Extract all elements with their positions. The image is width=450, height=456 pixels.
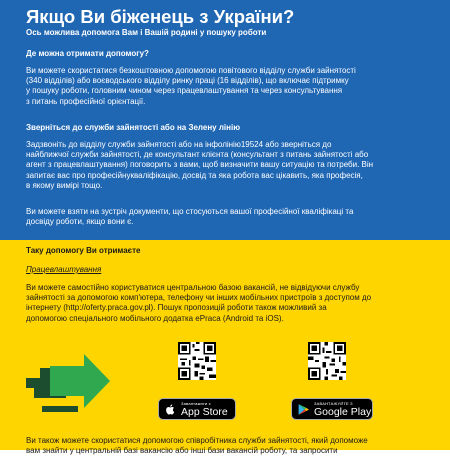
qr-code bbox=[178, 342, 216, 380]
text-line: в якому вимірі тощо. bbox=[26, 180, 103, 190]
contact-paragraph bbox=[26, 140, 422, 191]
contact-heading: Зверніться до служби зайнятості або на Зелену лінію bbox=[26, 123, 241, 132]
employment-subheading: Працевлаштування bbox=[26, 265, 102, 274]
text-line: Ви також можете скористатися допомогою співробітника служби зайнятості, який допоможе bbox=[26, 436, 368, 445]
text-line: у пошуку роботи, головним чином через працевлаштування та через консультування bbox=[26, 86, 343, 96]
text-line: з питань професійної орієнтації. bbox=[26, 96, 146, 106]
text-line: Ви можете самостійно користуватися центральною базою вакансій, не відвідуючи службу bbox=[26, 283, 360, 292]
appstore-big-label: App Store bbox=[181, 406, 228, 418]
text-line: Ви можете взяти на зустріч документи, що стосуються вашої професійної кваліфікаці та bbox=[26, 207, 354, 216]
contact-paragraph-2 bbox=[26, 207, 422, 227]
qr-code-googleplay bbox=[308, 342, 346, 380]
googleplay-small-label: ЗАВАНТАЖУЙТЕ З bbox=[314, 401, 353, 406]
text-line: (340 відділів) або воєводського відділу ринку праці (16 відділів), що включає підтримку bbox=[26, 76, 349, 86]
text-line: зайнятості за допомогою комп'ютера, телефону чи інших мобільних пристроїв з доступом до bbox=[26, 293, 372, 303]
page-subtitle: Ось можлива допомога Вам і Вашій родині у пошуку роботи bbox=[26, 28, 267, 37]
text-line: інтернету (http://oferty.praca.gov.pl). Пошук пропозицій роботи також можливий за bbox=[26, 303, 327, 313]
text-line: агент з працевлаштування) поговорить з вами, щоб визначити вашу ситуацію та потреби. Він bbox=[26, 160, 374, 170]
text-line: досвіду роботи, якщо вони є. bbox=[26, 217, 134, 227]
appstore-small-label: Завантажити з bbox=[181, 401, 211, 406]
help-heading: Де можна отримати допомогу? bbox=[26, 49, 149, 58]
bottom-paragraph bbox=[26, 436, 422, 456]
epraca-logo bbox=[20, 348, 124, 414]
text-line: Задзвоніть до відділу служби зайнятості або на інфолінію19524 або зверніться до bbox=[26, 140, 332, 149]
help-paragraph bbox=[26, 66, 422, 107]
text-line: запитає вас про професійнукваліфікацію, досвід та яка робота вас цікавить, яка професія, bbox=[26, 170, 363, 180]
text-line: Ви можете скористатися безкоштовною допомогою повітового відділу служби зайнятості bbox=[26, 66, 356, 75]
google-play-icon bbox=[297, 403, 310, 416]
logo-dark-shape bbox=[26, 368, 50, 388]
googleplay-big-label: Google Play bbox=[314, 406, 372, 418]
logo-arrow bbox=[50, 354, 110, 408]
qr-code bbox=[308, 342, 346, 380]
text-line: допомогою спеціального мобільного додатка ePraca (Android та iOS). bbox=[26, 313, 284, 323]
receive-heading: Таку допомогу Ви отримаєте bbox=[26, 246, 141, 255]
logo-dark-shape bbox=[42, 406, 78, 412]
employment-paragraph bbox=[26, 283, 422, 324]
apple-icon bbox=[164, 403, 177, 416]
page-title: Якщо Ви біженець з України? bbox=[26, 6, 295, 27]
google-play-button[interactable] bbox=[291, 398, 373, 420]
app-store-button[interactable] bbox=[158, 398, 236, 420]
text-line: найближчої служби зайнятості, де консультант клієнта (консультант з питань зайнятості або bbox=[26, 150, 369, 160]
qr-code-appstore bbox=[178, 342, 216, 380]
text-line: вам знайти у центральній базі вакансію або інші бази вакансій роботу, та запросити bbox=[26, 446, 338, 456]
